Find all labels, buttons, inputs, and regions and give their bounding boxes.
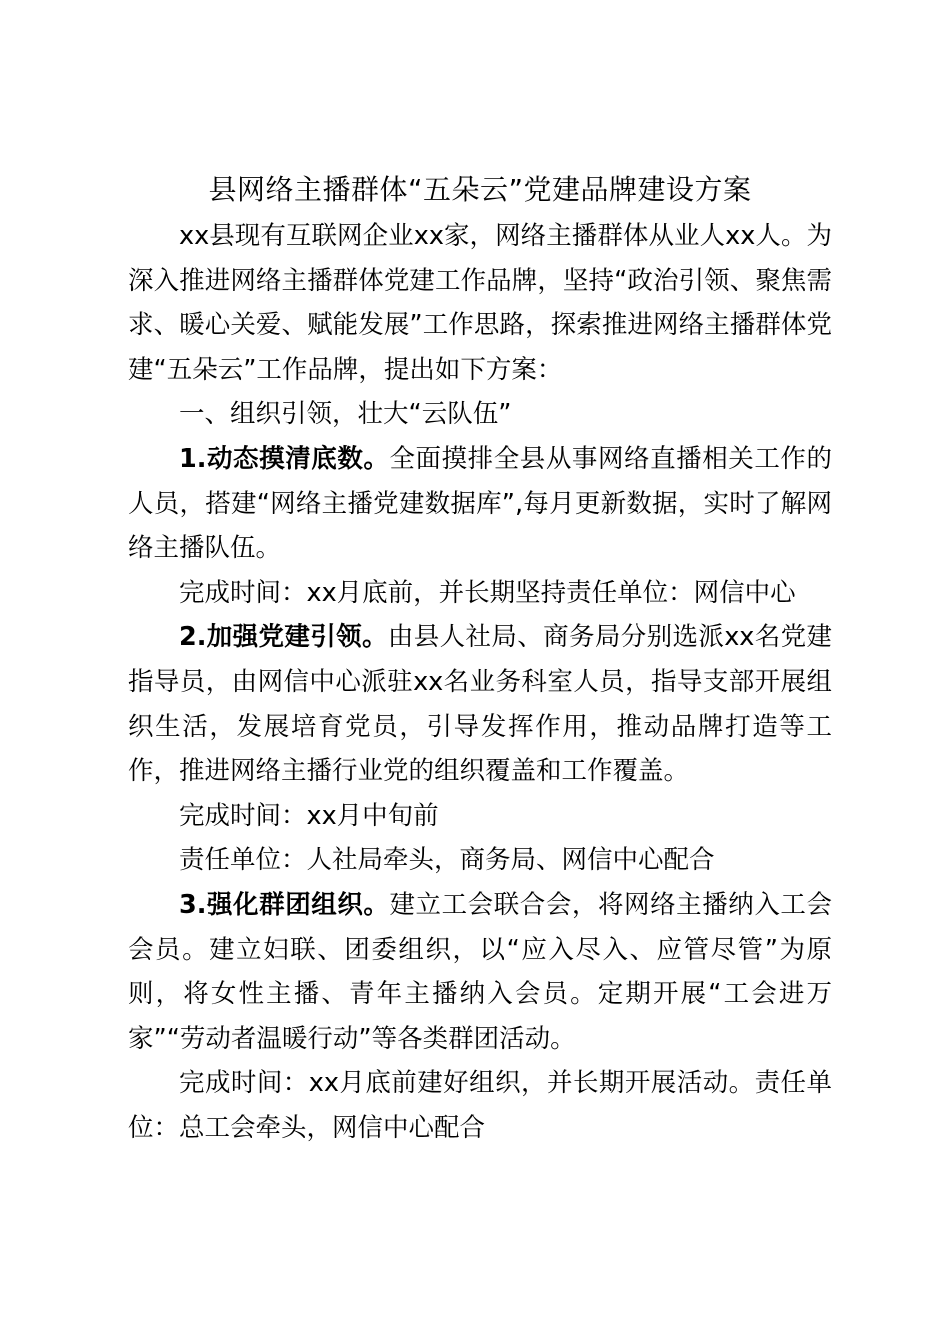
intro-paragraph: xx县现有互联网企业xx家，网络主播群体从业人xx人。为深入推进网络主播群体党建工作品牌，坚持“政治引领、聚焦需求、暖心关爱、赋能发展”工作思路，探索推进网络主播群体党建“五朵云”工作品牌，提出如下方案：	[128, 221, 832, 385]
item-2-schedule: 完成时间：xx月中旬前	[179, 800, 439, 831]
item-2-body: 由县人社局、商务局分别选派xx名党建指导员，由网信中心派驻xx名业务科室人员，指导支部开展组织生活，发展培育党员，引导发挥作用，推动品牌打造等工作，推进网络主播行业党的组织覆盖和工作覆盖。	[128, 622, 832, 787]
item-2-lead: 2.加强党建引领。	[179, 622, 388, 653]
item-1-schedule: 完成时间：xx月底前，并长期坚持责任单位：网信中心	[179, 577, 796, 608]
item-1-lead: 1.动态摸清底数。	[179, 443, 390, 474]
item-1-paragraph	[128, 437, 832, 571]
item-2-responsible: 责任单位：人社局牵头，商务局、网信中心配合	[179, 845, 715, 876]
document-page	[128, 168, 832, 1150]
item-3-lead: 3.强化群团组织。	[179, 889, 390, 920]
item-2-paragraph	[128, 615, 832, 793]
item-3-body: 建立工会联合会，将网络主播纳入工会会员。建立妇联、团委组织，以“应入尽入、应管尽管”为原则，将女性主播、青年主播纳入会员。定期开展“工会进万家”“劳动者温暖行动”等各类群团活动。	[128, 889, 832, 1054]
document-title: 县网络主播群体“五朵云”党建品牌建设方案	[208, 173, 752, 206]
item-3-paragraph	[128, 883, 832, 1061]
item-1-body: 全面摸排全县从事网络直播相关工作的人员，搭建“网络主播党建数据库”,每月更新数据，实时了解网络主播队伍。	[128, 443, 832, 564]
section-1-heading: 一、组织引领，壮大“云队伍”	[179, 399, 512, 430]
item-3-schedule: 完成时间：xx月底前建好组织，并长期开展活动。责任单位：总工会牵头，网信中心配合	[128, 1068, 832, 1143]
